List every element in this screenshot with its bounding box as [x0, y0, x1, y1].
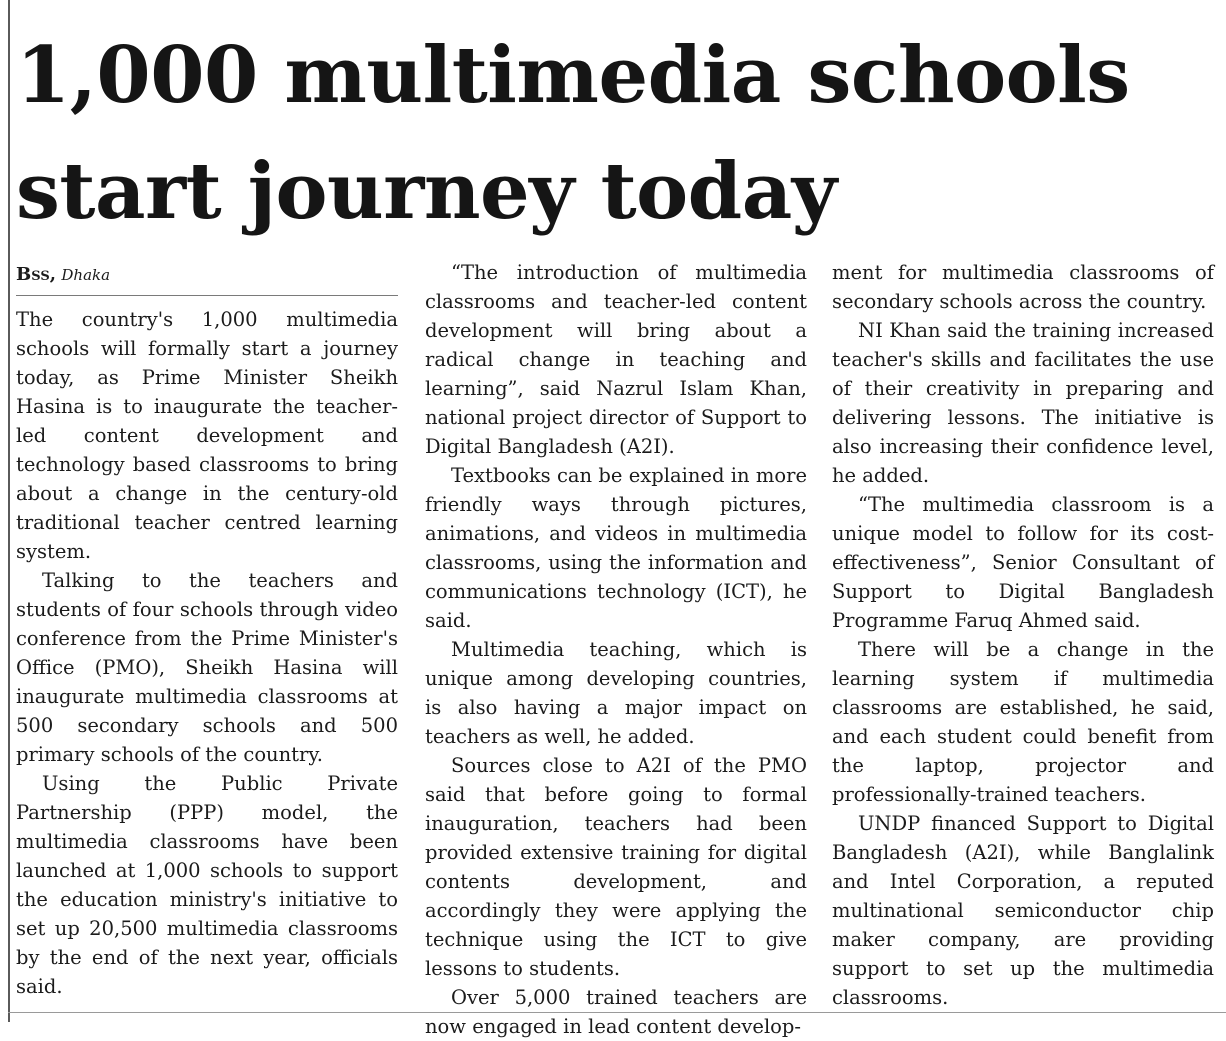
byline	[16, 262, 396, 288]
bottom-rule	[8, 1012, 1226, 1013]
paragraph: ment for multimedia classrooms of secondary schools across the country.	[832, 261, 1214, 313]
paragraph: Using the Public Private Partnership (PPP) model, the multimedia classrooms have been launched at 1,000 schools to support the education ministry's initiative to set up 20,500 multimedia classrooms by the end of the next year, officials said.	[16, 772, 398, 998]
article-column-1	[16, 305, 398, 1001]
byline-place: Dhaka	[61, 266, 111, 284]
headline-line-1: 1,000 multimedia schools	[16, 30, 1130, 121]
paragraph: NI Khan said the training increased teacher's skills and facilitates the use of their creativity in preparing and delivering lessons. The initiative is also increasing their confidence level, he added.	[832, 319, 1214, 487]
paragraph: Multimedia teaching, which is unique among developing countries, is also having a major impact on teachers as well, he added.	[425, 638, 807, 748]
headline-line-2: start journey today	[16, 146, 837, 237]
paragraph: There will be a change in the learning system if multimedia classrooms are established, he said, and each student could benefit from the laptop, projector and professionally-trained teachers.	[832, 638, 1214, 806]
paragraph: The country's 1,000 multimedia schools will formally start a journey today, as Prime Minister Sheikh Hasina is to inaugurate the teacher-led content development and technology based classrooms to bring about a change in the century-old traditional teacher centred learning system.	[16, 308, 398, 563]
paragraph: Over 5,000 trained teachers are now engaged in lead content develop-	[425, 986, 807, 1038]
paragraph: Sources close to A2I of the PMO said that before going to formal inauguration, teachers had been provided extensive training for digital contents development, and accordingly they were applying the technique using the ICT to give lessons to students.	[425, 754, 807, 980]
article-column-2	[425, 258, 807, 1041]
column-rule-left	[8, 0, 10, 1022]
byline-agency: Bss,	[16, 264, 56, 285]
paragraph: “The introduction of multimedia classrooms and teacher-led content development will bring about a radical change in teaching and learning”, said Nazrul Islam Khan, national project director of Support to Digital Bangladesh (A2I).	[425, 261, 807, 458]
headline	[16, 18, 1221, 250]
byline-divider	[16, 295, 398, 296]
paragraph: Talking to the teachers and students of four schools through video conference from the Prime Minister's Office (PMO), Sheikh Hasina will inaugurate multimedia classrooms at 500 secondary schools and 500 primary schools of the country.	[16, 569, 398, 766]
article-column-3	[832, 258, 1214, 1012]
paragraph: “The multimedia classroom is a unique model to follow for its cost-effectiveness”, Senior Consultant of Support to Digital Bangladesh Programme Faruq Ahmed said.	[832, 493, 1214, 632]
paragraph: UNDP financed Support to Digital Bangladesh (A2I), while Banglalink and Intel Corporation, a reputed multinational semiconductor chip maker company, are providing support to set up the multimedia classrooms.	[832, 812, 1214, 1009]
paragraph: Textbooks can be explained in more friendly ways through pictures, animations, and videos in multimedia classrooms, using the information and communications technology (ICT), he said.	[425, 464, 807, 632]
